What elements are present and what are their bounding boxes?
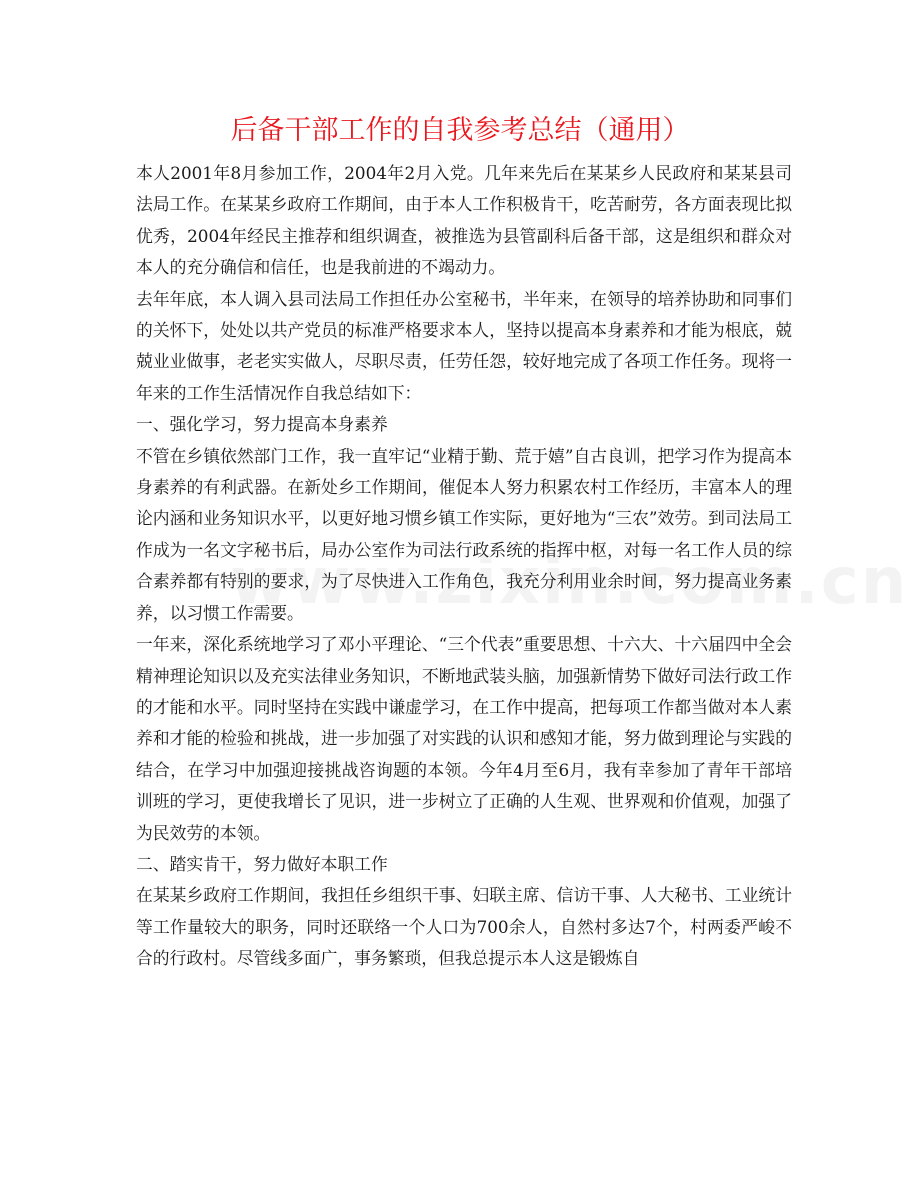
paragraph-transfer: 去年年底，本人调入县司法局工作担任办公室秘书，半年来，在领导的培养协助和同事们的关怀下，处处以共产党员的标准严格要求本人，坚持以提高本身素养和才能为根底，兢兢业业做事，老老实实做人，尽职尽责，任劳任怨，较好地完成了各项工作任务。现将一年来的工作生活情况作自我总结如下： xyxy=(136,288,792,403)
paragraph-work-1: 在某某乡政府工作期间，我担任乡组织干事、妇联主席、信访干事、人大秘书、工业统计等工作量较大的职务，同时还联络一个人口为700余人，自然村多达7个，村两委严峻不合的行政村。尽管线多面广，事务繁琐，但我总提示本人这是锻炼自 xyxy=(136,885,792,969)
section-heading-study: 一、强化学习，努力提高本身素养 xyxy=(136,414,388,435)
document-body xyxy=(136,158,792,975)
document-title: 后备干部工作的自我参考总结（通用） xyxy=(230,115,690,146)
paragraph-intro: 本人2001年8月参加工作，2004年2月入党。几年来先后在某某乡人民政府和某某县司法局工作。在某某乡政府工作期间，由于本人工作积极肯干，吃苦耐劳，各方面表现比拟优秀，2004年经民主推荐和组织调查，被推选为县管副科后备干部，这是组织和群众对本人的充分确信和信任，也是我前进的不竭动力。 xyxy=(136,163,792,278)
section-heading-work: 二、踏实肯干，努力做好本职工作 xyxy=(136,853,388,874)
paragraph-study-2: 一年来，深化系统地学习了邓小平理论、“三个代表”重要思想、十六大、十六届四中全会精神理论知识以及充实法律业务知识，不断地武装头脑，加强新情势下做好司法行政工作的才能和水平。同时坚持在实践中谦虚学习，在工作中提高，把每项工作都当做对本人素养和才能的检验和挑战，进一步加强了对实践的认识和感知才能，努力做到理论与实践的结合，在学习中加强迎接挑战咨询题的本领。今年4月至6月，我有幸参加了青年干部培训班的学习，更使我增长了见识，进一步树立了正确的人生观、世界观和价值观，加强了为民效劳的本领。 xyxy=(136,634,792,843)
paragraph-study-1: 不管在乡镇依然部门工作，我一直牢记“业精于勤、荒于嬉”自古良训，把学习作为提高本身素养的有利武器。在新处乡工作期间，催促本人努力积累农村工作经历，丰富本人的理论内涵和业务知识水平，以更好地习惯乡镇工作实际，更好地为“三农”效劳。到司法局工作成为一名文字秘书后，局办公室作为司法行政系统的指挥中枢，对每一名工作人员的综合素养都有特别的要求，为了尽快进入工作角色，我充分利用业余时间，努力提高业务素养，以习惯工作需要。 xyxy=(136,445,792,623)
